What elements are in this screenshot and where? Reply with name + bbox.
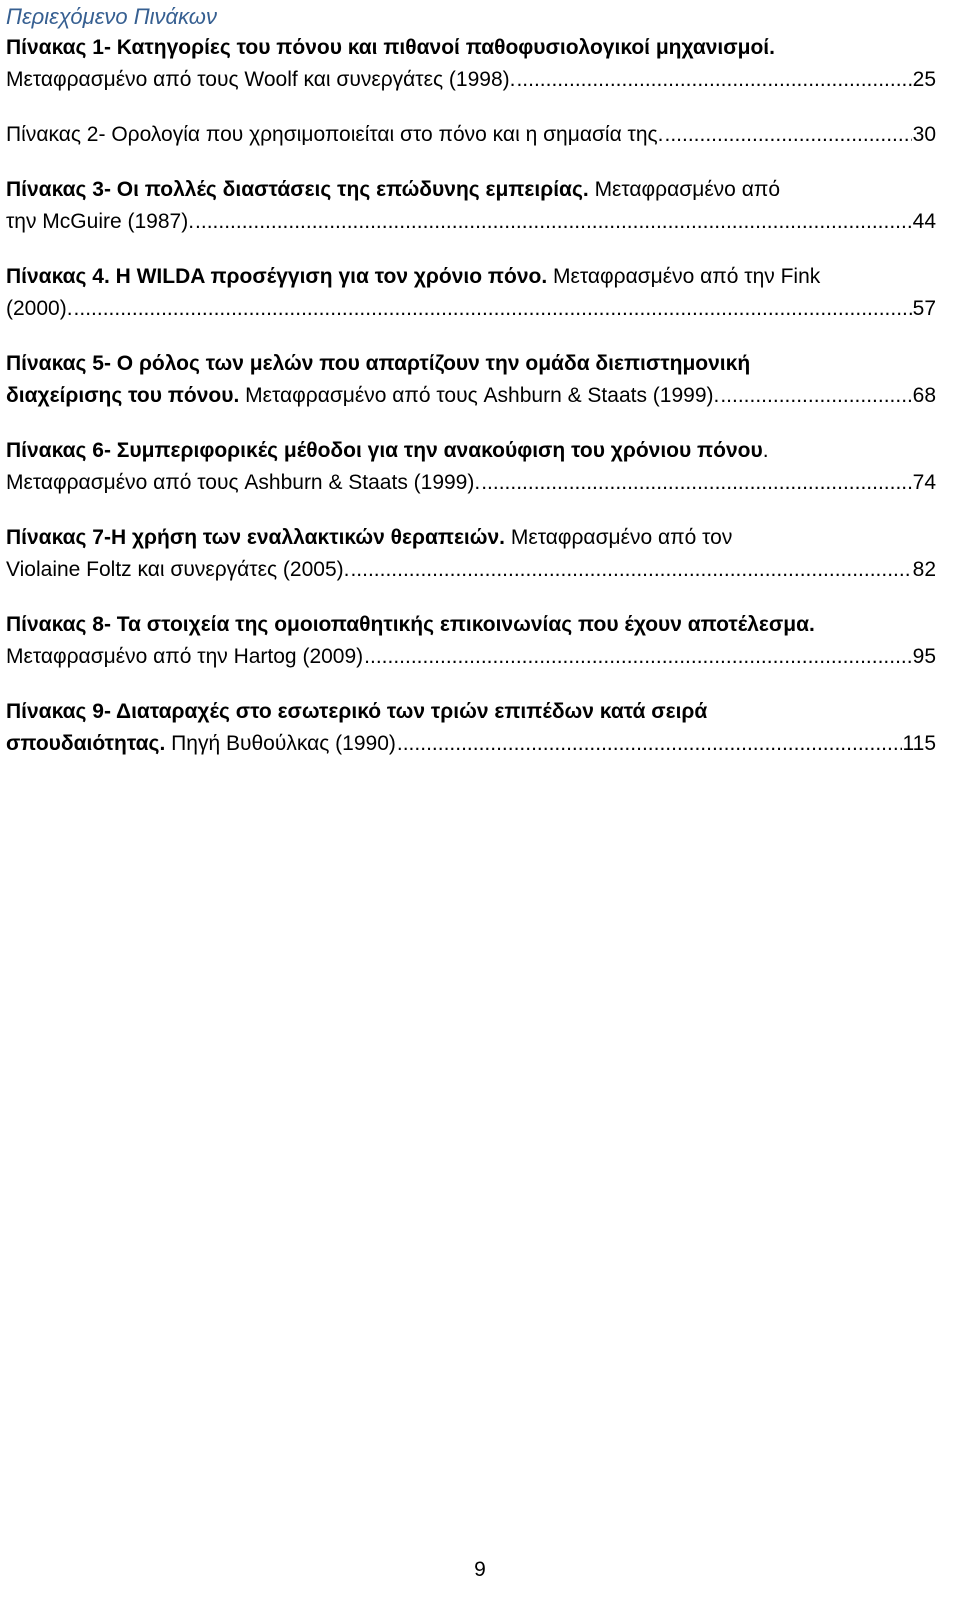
dot-leader	[350, 554, 911, 586]
toc-entry-page: 30	[912, 123, 936, 146]
toc-entry-title: Πίνακας 3- Οι πολλές διαστάσεις της επώδυνης εμπειρίας.	[6, 178, 589, 201]
toc-entry-3[interactable]	[6, 174, 936, 238]
toc-entry-title: Πίνακας 1- Κατηγορίες του πόνου και πιθανοί παθοφυσιολογικοί μηχανισμοί.	[6, 36, 775, 59]
toc-entry-title: Πίνακας 8- Τα στοιχεία της ομοιοπαθητικής επικοινωνίας που έχουν αποτέλεσμα.	[6, 613, 815, 636]
page-number: 9	[474, 1558, 486, 1581]
toc-entry-page: 25	[912, 68, 936, 91]
toc-entry-source: Μεταφρασμένο από τους Woolf και συνεργάτες (1998).	[6, 68, 516, 91]
toc-entry-source: Πηγή Βυθούλκας (1990)	[171, 732, 396, 755]
toc-entry-source-cont: Violaine Foltz και συνεργάτες (2005).	[6, 558, 350, 581]
toc-entry-page: 115	[902, 732, 936, 755]
toc-entry-page: 82	[912, 558, 936, 581]
toc-entry-5[interactable]	[6, 348, 936, 412]
toc-entry-6[interactable]: Πίνακας 6- Συμπεριφορικές μέθοδοι για την ανακούφιση του χρόνιου πόνου. Μεταφρασμένο από τους Ashburn & Staats (1999). ..... 74	[6, 435, 936, 499]
toc-page	[6, 0, 936, 783]
toc-entry-page: 68	[912, 384, 936, 407]
toc-entry-4[interactable]	[6, 261, 936, 325]
dot-leader	[665, 119, 912, 151]
toc-entry-1[interactable]	[6, 32, 936, 96]
toc-entry-page: 57	[912, 297, 936, 320]
dot-leader	[195, 206, 912, 238]
toc-entry-9[interactable]	[6, 696, 936, 760]
dot-leader	[516, 64, 911, 96]
toc-entry-2[interactable]	[6, 119, 936, 151]
dot-leader	[397, 728, 902, 760]
toc-entry-title-cont: σπουδαιότητας.	[6, 732, 166, 755]
toc-entry-source-cont: την McGuire (1987).	[6, 210, 195, 233]
toc-entry-source: Μεταφρασμένο από την Fink	[553, 265, 821, 288]
toc-entry-page: 95	[912, 645, 936, 668]
toc-entry-7[interactable]	[6, 522, 936, 586]
toc-entry-page: 44	[912, 210, 936, 233]
toc-entry-source: Μεταφρασμένο από	[594, 178, 781, 201]
toc-entry-source: Μεταφρασμένο από τους Ashburn & Staats (1999).	[245, 384, 720, 407]
dot-leader	[74, 293, 912, 325]
toc-entry-8[interactable]	[6, 609, 936, 673]
toc-entry-title: Πίνακας 2- Ορολογία που χρησιμοποιείται στο πόνο και η σημασία της.	[6, 123, 664, 146]
dot-leader	[720, 380, 911, 412]
toc-entry-source: Μεταφρασμένο από τους Ashburn & Staats (1999).	[6, 471, 481, 494]
toc-title: Περιεχόμενο Πινάκων	[6, 4, 217, 29]
dot-leader	[481, 467, 911, 499]
toc-entry-title: Πίνακας 9- Διαταραχές στο εσωτερικό των τριών επιπέδων κατά σειρά	[6, 700, 708, 723]
toc-entry-source-cont: (2000).	[6, 297, 73, 320]
toc-entry-page: 74	[912, 471, 936, 494]
toc-entry-source: Μεταφρασμένο από την Hartog (2009)	[6, 645, 364, 668]
toc-entry-title: Πίνακας 7-Η χρήση των εναλλακτικών θεραπειών.	[6, 526, 506, 549]
toc-entry-title: Πίνακας 5- Ο ρόλος των μελών που απαρτίζουν την ομάδα διεπιστημονική	[6, 352, 751, 375]
toc-entry-source: Μεταφρασμένο από τον	[510, 526, 733, 549]
toc-entry-title-cont: διαχείρισης του πόνου.	[6, 384, 240, 407]
toc-entry-title: Πίνακας 6- Συμπεριφορικές μέθοδοι για την ανακούφιση του χρόνιου πόνου	[6, 439, 763, 462]
toc-entry-title: Πίνακας 4. Η WILDA προσέγγιση για τον χρόνιο πόνο.	[6, 265, 548, 288]
dot-leader	[364, 641, 911, 673]
